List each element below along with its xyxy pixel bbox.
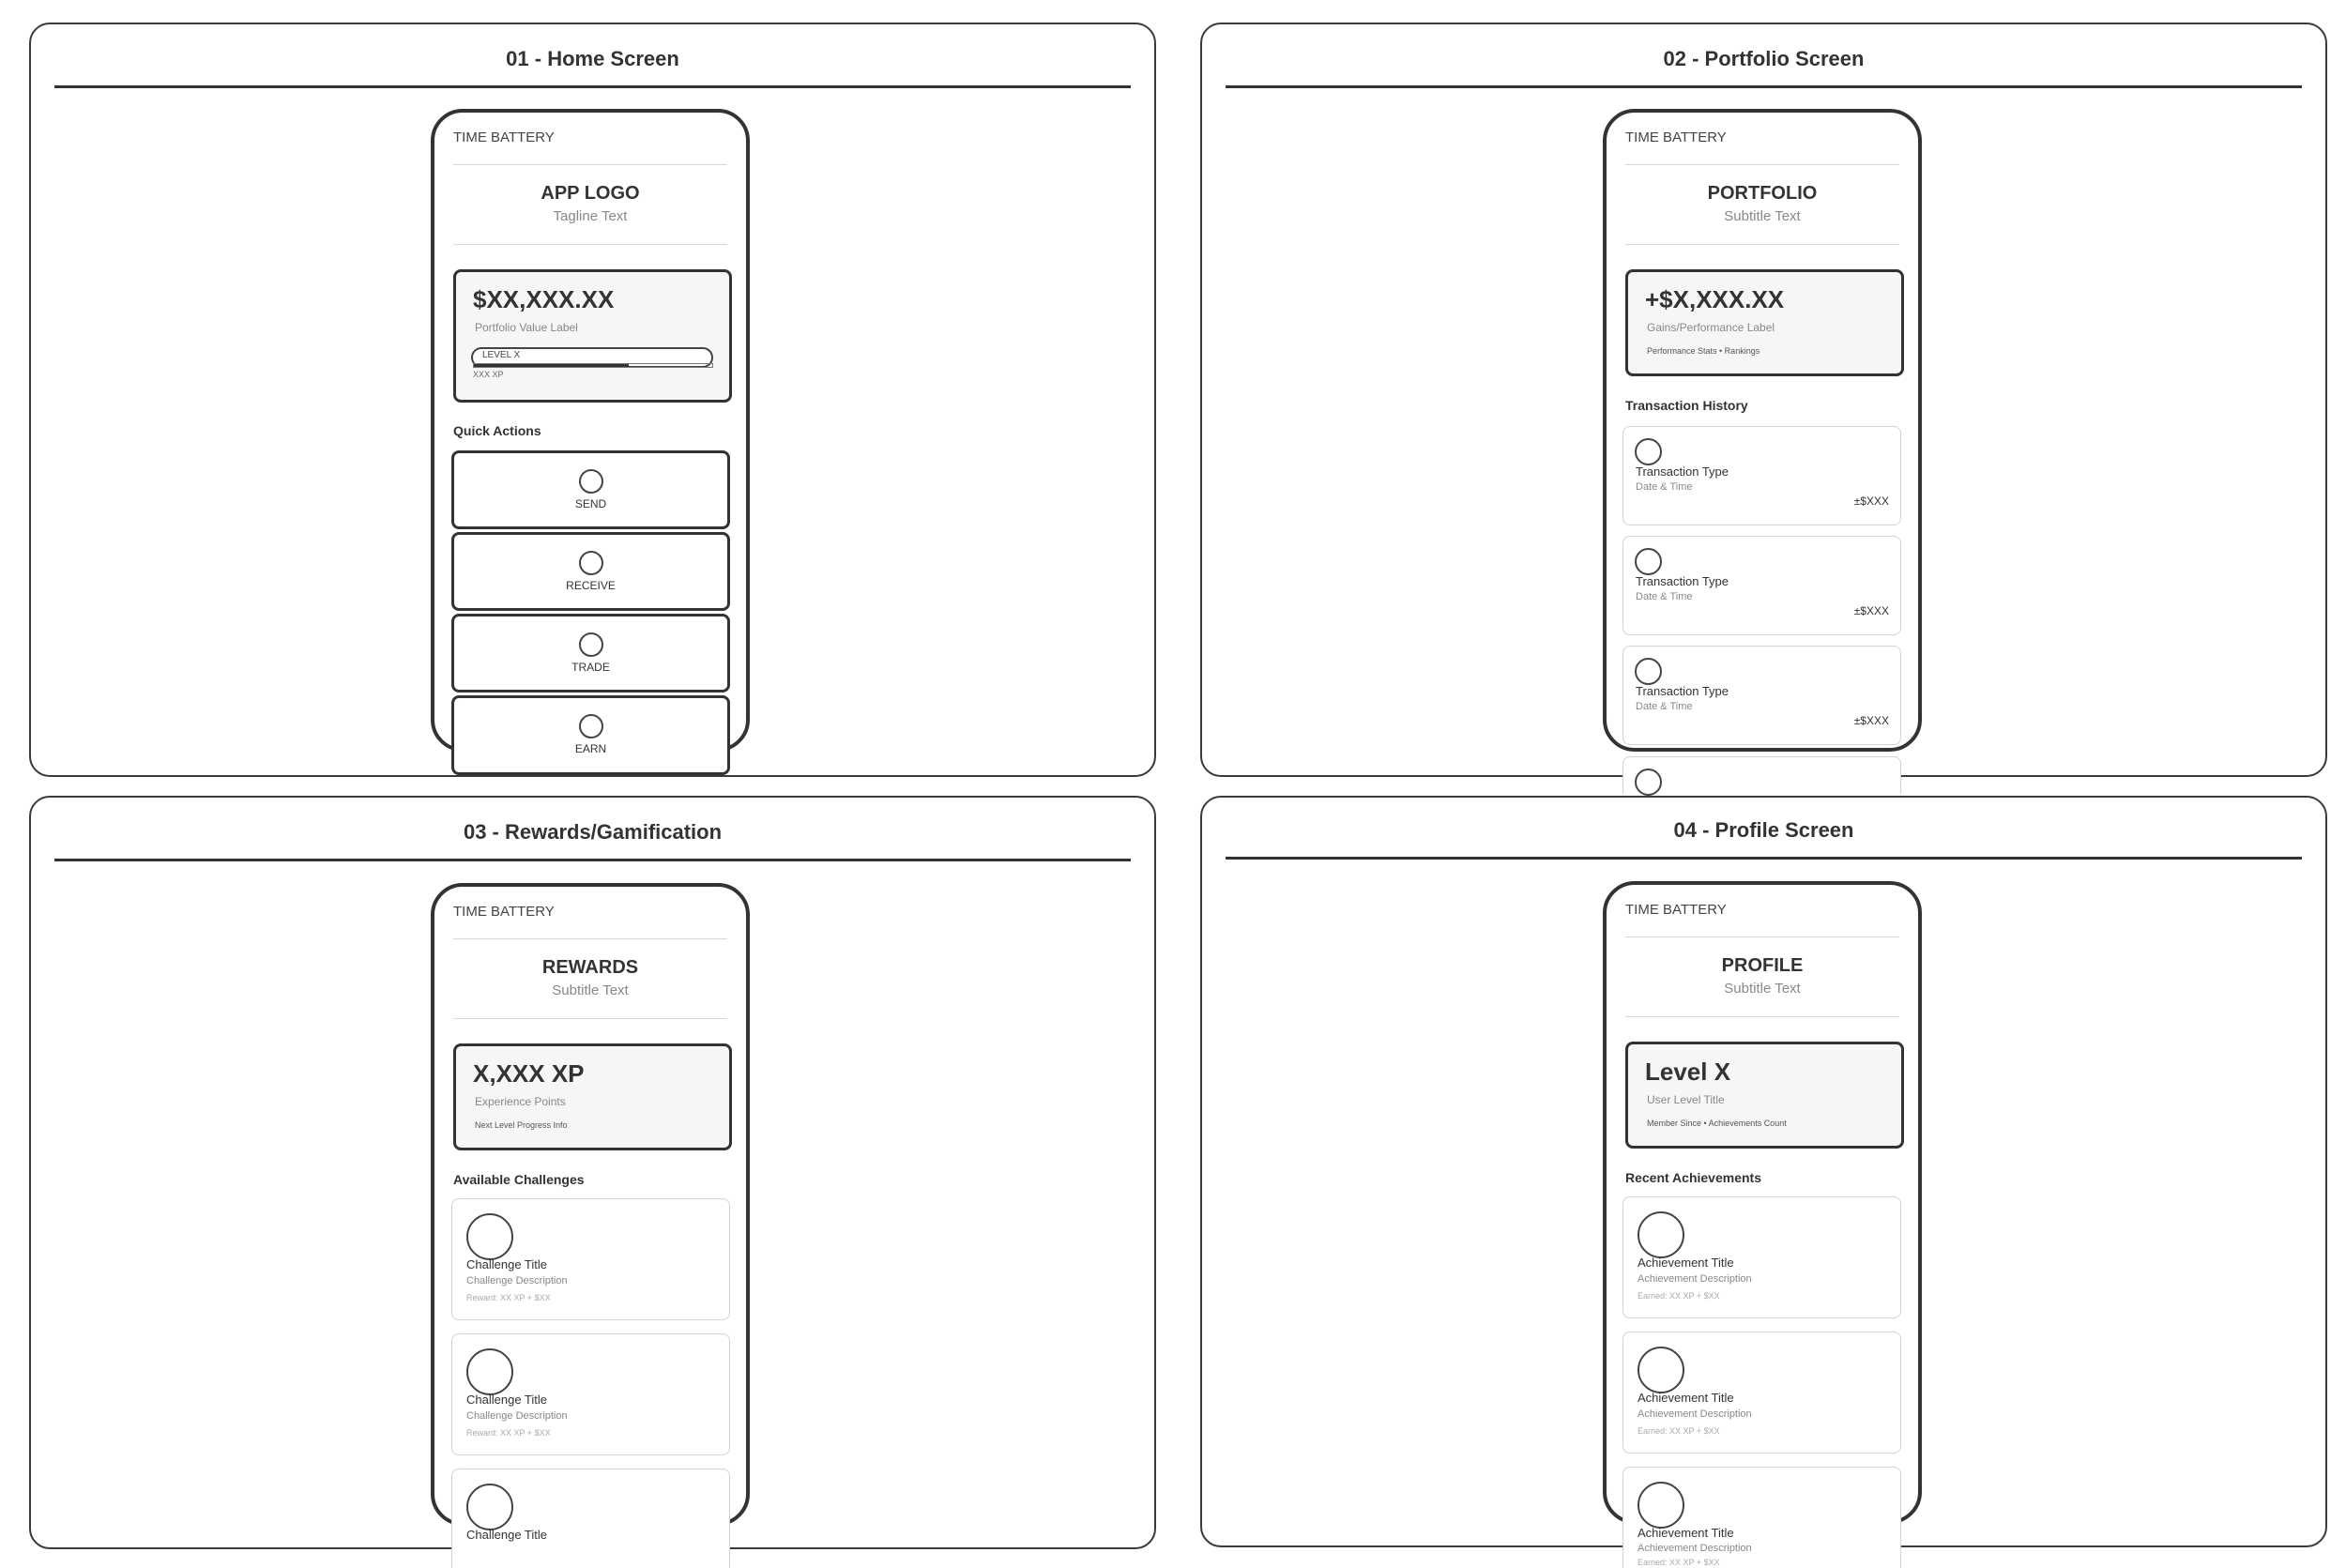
xp-label: Experience Points — [475, 1095, 566, 1108]
transaction-icon — [1635, 548, 1662, 575]
tagline: Tagline Text — [553, 208, 628, 224]
achievement-earned: Earned: XX XP + $XX — [1638, 1291, 1720, 1301]
divider — [453, 244, 727, 245]
divider — [1625, 244, 1899, 245]
earn-icon — [579, 714, 603, 738]
divider — [1625, 936, 1899, 937]
receive-icon — [579, 551, 603, 575]
screen-subtitle: Subtitle Text — [1724, 208, 1801, 224]
transaction-date: Date & Time — [1636, 701, 1693, 712]
achievement-description: Achievement Description — [1638, 1408, 1752, 1420]
screen-title: PORTFOLIO — [1707, 183, 1818, 204]
screen-subtitle: Subtitle Text — [552, 982, 629, 998]
achievement-card[interactable] — [1622, 1467, 1901, 1568]
divider — [453, 938, 727, 939]
screen-title: REWARDS — [541, 957, 639, 978]
app-logo: APP LOGO — [541, 183, 640, 204]
portfolio-value: $XX,XXX.XX — [473, 285, 615, 313]
status-bar: TIME BATTERY — [453, 904, 555, 920]
level-card[interactable] — [1625, 1042, 1904, 1149]
send-label: SEND — [574, 497, 607, 510]
screen-title: PROFILE — [1721, 955, 1804, 976]
divider — [1625, 164, 1899, 165]
panel-divider — [1226, 85, 2302, 88]
panel-title: 03 - Rewards/Gamification — [463, 820, 723, 844]
status-bar: TIME BATTERY — [1625, 129, 1727, 145]
transaction-date: Date & Time — [1636, 591, 1693, 602]
member-info: Member Since • Achievements Count — [1647, 1119, 1787, 1128]
challenge-card[interactable] — [451, 1198, 730, 1320]
earn-button[interactable] — [451, 695, 730, 775]
achievement-card[interactable] — [1622, 1196, 1901, 1318]
status-bar: TIME BATTERY — [453, 129, 555, 145]
challenge-reward: Reward: XX XP + $XX — [466, 1428, 551, 1438]
achievement-icon — [1638, 1211, 1684, 1258]
transaction-amount: ±$XXX — [1853, 495, 1889, 508]
transaction-type: Transaction Type — [1636, 464, 1729, 479]
achievement-icon — [1638, 1347, 1684, 1393]
send-button[interactable] — [451, 450, 730, 529]
achievement-earned: Earned: XX XP + $XX — [1638, 1426, 1720, 1436]
challenge-reward: Reward: XX XP + $XX — [466, 1293, 551, 1302]
transaction-date: Date & Time — [1636, 481, 1693, 493]
transaction-amount: ±$XXX — [1853, 604, 1889, 617]
user-level-title: User Level Title — [1647, 1093, 1725, 1106]
panel-title: 02 - Portfolio Screen — [1663, 47, 1865, 70]
trade-icon — [579, 632, 603, 657]
achievement-title: Achievement Title — [1638, 1256, 1734, 1270]
transaction-row[interactable] — [1622, 426, 1901, 525]
panel-divider — [1226, 857, 2302, 860]
gains-label: Gains/Performance Label — [1647, 321, 1775, 334]
challenge-title: Challenge Title — [466, 1257, 547, 1271]
xp-card[interactable] — [453, 1043, 732, 1150]
challenge-card[interactable] — [451, 1469, 730, 1568]
transaction-icon — [1635, 658, 1662, 685]
section-title: Transaction History — [1625, 398, 1748, 413]
challenge-title: Challenge Title — [466, 1393, 547, 1407]
panel-divider — [54, 859, 1131, 861]
transaction-icon — [1635, 438, 1662, 465]
gains-card[interactable] — [1625, 269, 1904, 376]
status-bar: TIME BATTERY — [1625, 902, 1727, 918]
challenge-icon — [466, 1213, 513, 1260]
next-level-info: Next Level Progress Info — [475, 1120, 568, 1130]
trade-button[interactable] — [451, 614, 730, 693]
receive-button[interactable] — [451, 532, 730, 611]
panel-title: 04 - Profile Screen — [1673, 818, 1854, 842]
transaction-icon — [1635, 769, 1662, 796]
transaction-type: Transaction Type — [1636, 684, 1729, 698]
trade-label: TRADE — [571, 661, 610, 674]
challenge-icon — [466, 1484, 513, 1530]
achievement-icon — [1638, 1482, 1684, 1529]
divider — [453, 164, 727, 165]
achievement-card[interactable] — [1622, 1332, 1901, 1454]
earn-label: EARN — [574, 742, 607, 755]
performance-stats: Performance Stats • Rankings — [1647, 346, 1760, 356]
section-title: Recent Achievements — [1625, 1170, 1761, 1185]
xp-value: X,XXX XP — [473, 1059, 585, 1088]
send-icon — [579, 469, 603, 494]
transaction-amount: ±$XXX — [1853, 714, 1889, 727]
achievement-title: Achievement Title — [1638, 1526, 1734, 1540]
panel-divider — [54, 85, 1131, 88]
challenge-description: Challenge Description — [466, 1275, 568, 1286]
panel-title: 01 - Home Screen — [506, 47, 679, 70]
receive-label: RECEIVE — [566, 579, 616, 592]
level-label: LEVEL X — [482, 350, 521, 360]
challenge-icon — [466, 1348, 513, 1395]
challenge-title: Challenge Title — [466, 1528, 547, 1542]
transaction-row[interactable] — [1622, 646, 1901, 745]
transaction-row[interactable] — [1622, 756, 1901, 794]
transaction-type: Transaction Type — [1636, 574, 1729, 588]
achievement-earned: Earned: XX XP + $XX — [1638, 1558, 1720, 1567]
divider — [453, 1018, 727, 1019]
xp-progress-track — [473, 363, 713, 368]
achievement-description: Achievement Description — [1638, 1273, 1752, 1285]
section-title: Quick Actions — [453, 423, 541, 438]
portfolio-value-card[interactable] — [453, 269, 732, 403]
xp-label: XXX XP — [473, 370, 504, 379]
challenge-card[interactable] — [451, 1333, 730, 1455]
achievement-title: Achievement Title — [1638, 1391, 1734, 1405]
challenge-description: Challenge Description — [466, 1410, 568, 1422]
portfolio-value-label: Portfolio Value Label — [475, 321, 578, 334]
level-value: Level X — [1645, 1058, 1731, 1086]
transaction-row[interactable] — [1622, 536, 1901, 635]
divider — [1625, 1016, 1899, 1017]
screen-subtitle: Subtitle Text — [1724, 981, 1801, 997]
gains-value: +$X,XXX.XX — [1645, 285, 1785, 313]
achievement-description: Achievement Description — [1638, 1543, 1752, 1554]
section-title: Available Challenges — [453, 1172, 585, 1187]
